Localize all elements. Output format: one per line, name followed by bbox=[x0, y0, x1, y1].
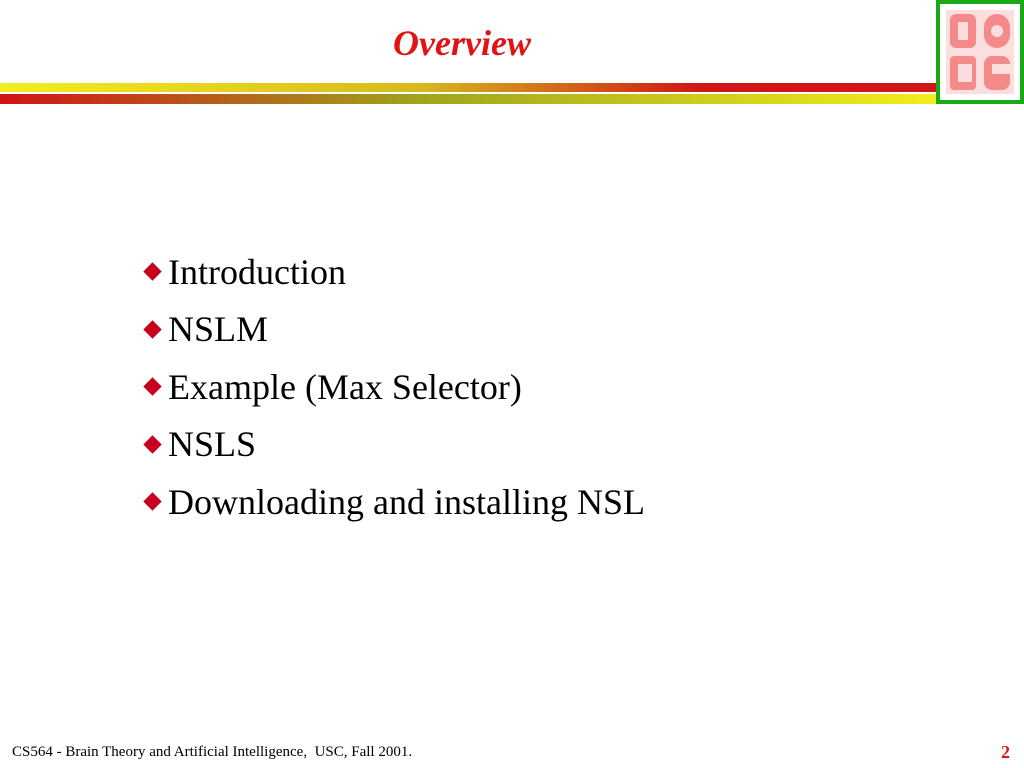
list-item-text: NSLS bbox=[168, 424, 257, 465]
logo-panel bbox=[940, 4, 1020, 100]
header-band-bottom bbox=[0, 94, 936, 104]
list-item-text: NSLM bbox=[168, 309, 269, 350]
list-item bbox=[140, 243, 645, 301]
list-item bbox=[140, 301, 645, 359]
lab-logo-icon bbox=[936, 0, 1024, 104]
diamond-bullet-icon bbox=[143, 263, 161, 281]
list-item-text: Introduction bbox=[168, 251, 346, 292]
page-number: 2 bbox=[1001, 742, 1010, 762]
diamond-bullet-icon bbox=[143, 378, 161, 396]
list-item bbox=[140, 358, 645, 416]
slide-title: Overview bbox=[393, 23, 531, 63]
logo-mark bbox=[946, 10, 1014, 94]
header-band-top bbox=[0, 83, 936, 92]
diamond-bullet-icon bbox=[143, 435, 161, 453]
diamond-bullet-icon bbox=[143, 493, 161, 511]
footer-course-info: CS564 - Brain Theory and Artificial Intelligence, USC, Fall 2001. bbox=[12, 744, 413, 760]
bullet-list bbox=[140, 243, 645, 531]
list-item bbox=[140, 473, 645, 531]
list-item-text: Example (Max Selector) bbox=[168, 366, 522, 407]
diamond-bullet-icon bbox=[143, 320, 161, 338]
list-item bbox=[140, 416, 645, 474]
list-item-text: Downloading and installing NSL bbox=[168, 481, 645, 522]
